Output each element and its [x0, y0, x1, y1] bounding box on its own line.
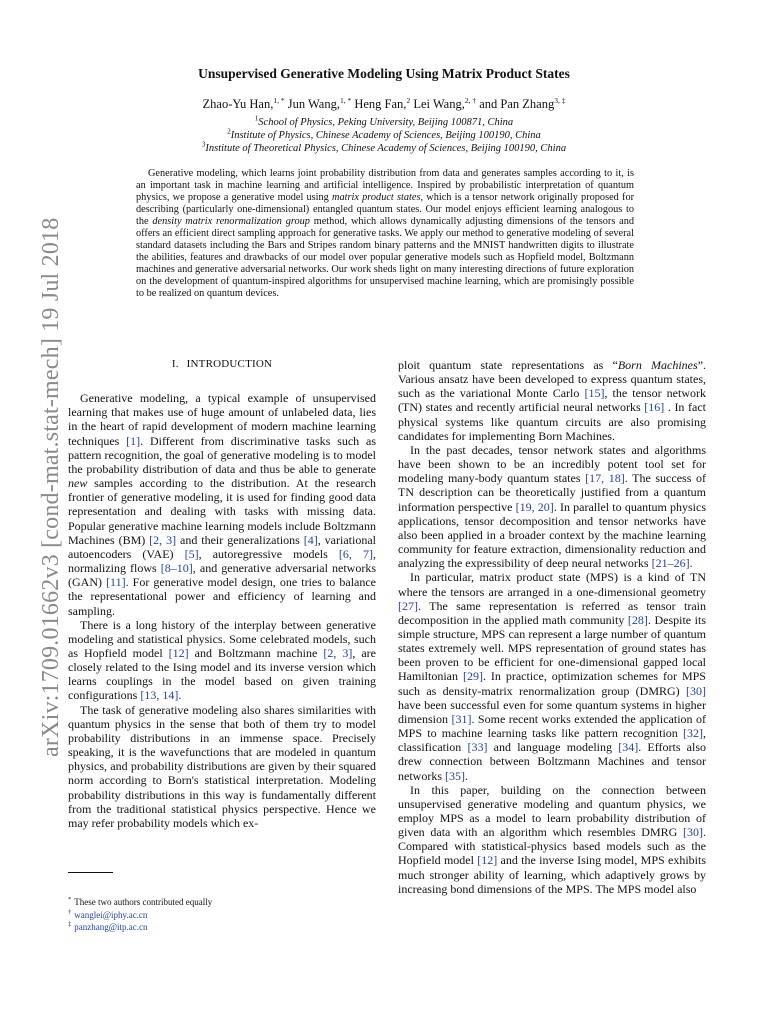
citation-link[interactable]: [29] [462, 669, 483, 684]
citation-link[interactable]: [33] [467, 740, 488, 755]
abstract [136, 168, 634, 301]
author-name: Jun Wang, [287, 97, 340, 111]
paragraph: Generative modeling, a typical example of unsupervised learning that makes use of huge amount of unlabeled data, lies in the heart of rapid development of modern machine learning techniques [1]. Different from discriminative tasks such as pattern recognition, the goal of generative modeling is to model the probability distribution of data and thus be able to generate new samples according to the distribution. At the research frontier of generative modeling, it is used for finding good data representation and dealing with tasks with missing data. Popular generative machine learning models include Boltzmann Machines (BM) [2, 3] and their generalizations [4], variational autoencoders (VAE) [5], autoregressive models [6, 7], normalizing flows [8–10], and generative adversarial networks (GAN) [11]. For generative model design, one tries to balance the representational power and efficiency of learning and sampling. [68, 391, 377, 618]
citation-link[interactable]: [30] [683, 825, 703, 840]
paragraph: The task of generative modeling also shares similarities with quantum physics in the sense that both of them try to model probability distributions in an immense space. Precisely speaking, it is the wavefunctions that are modeled in quantum physics, and probability distributions are given by their squared norm according to Born's statistical interpretation. Modeling probability distributions in this way is fundamentally different from the traditional statistical physics perspective. Hence we may refer probability models which ex- [68, 702, 376, 830]
author-mark: 1, * [339, 95, 352, 105]
email-link[interactable]: panzhang@itp.ac.cn [74, 922, 148, 932]
affiliations [0, 116, 768, 155]
author-name: Heng Fan, [354, 97, 407, 111]
arxiv-side-stamp: arXiv:1709.01662v3 [cond-mat.stat-mech] 19 Jul 2018 [38, 217, 64, 757]
citation-link[interactable]: [17, 18] [585, 471, 625, 486]
citation-link[interactable]: [8–10] [160, 561, 193, 576]
citation-link[interactable]: [28] [627, 612, 648, 627]
right-column [398, 358, 706, 896]
footnote-mark: † [68, 908, 72, 916]
author-mark: 1, * [273, 95, 285, 105]
footnote-divider [68, 872, 113, 873]
citation-link[interactable]: [1] [126, 433, 141, 448]
citation-link[interactable]: [27] [398, 598, 418, 613]
affiliation-text: Institute of Physics, Chinese Academy of Sciences, Beijing 100190, China [230, 130, 541, 141]
footnote [68, 921, 368, 934]
citation-link[interactable]: [12] [168, 645, 189, 660]
paragraph: In this paper, building on the connection between unsupervised generative modeling and quantum physics, we employ MPS as a model to learn probability distribution of given data with an algorithm which resembles DMRG [30]. Compared with statistical-physics based models such as the Hopfield model [12] and the inverse Ising model, MPS exhibits much stronger ability of learning, which adaptively grows by increasing bond dimensions of the MPS. The MPS model also [398, 782, 706, 896]
citation-link[interactable]: [34] [618, 740, 639, 755]
author-mark: 2, † [464, 95, 477, 105]
footnote-mark: * [68, 896, 72, 903]
paper-title: Unsupervised Generative Modeling Using Matrix Product States [198, 66, 570, 81]
affiliation-number: 2 [227, 127, 231, 136]
abstract-text: method, which allows dynamically adjusting dimensions of the tensors and offers an efficient direct sampling approach for generative tasks. We apply our method to generative modeling of several standard datasets including the Bars and Stripes random binary patterns and the MNIST handwritten digits to illustrate the abilities, features and drawbacks of our model over popular generative models such as Hopfield model, Boltzmann machines and generative adversarial networks. Our work sheds light on many interesting directions of future exploration on the development of quantum-inspired algorithms for unsupervised machine learning, which are promisingly possible to be realized on quantum devices. [136, 216, 634, 300]
footnotes [68, 896, 368, 934]
citation-link[interactable]: [30] [686, 683, 706, 698]
affiliation [0, 116, 768, 129]
citation-link[interactable]: [15] [584, 386, 605, 401]
paragraph: In particular, matrix product state (MPS) is a kind of TN where the tensors are arranged in a one-dimensional geometry [27]. The same representation is referred as tensor train decomposition in the applied math community [28]. Despite its simple structure, MPS can represent a large number of quantum states extremely well. MPS representation of ground states has been proven to be efficient for one-dimensional gapped local Hamiltonian [29]. In practice, optimization schemes for MPS such as density-matrix renormalization group (DMRG) [30] have been successful even for some quantum systems in higher dimension [31]. Some recent works extended the application of MPS to machine learning tasks like pattern recognition [32], classification [33] and language modeling [34]. Efforts also drew connection between Boltzmann Machines and tensor networks [35]. [398, 570, 707, 783]
affiliation-number: 3 [201, 140, 206, 149]
affiliation [0, 142, 768, 155]
citation-link[interactable]: [4] [303, 532, 318, 547]
author-name: Lei Wang, [413, 97, 465, 111]
citation-link[interactable]: [35] [445, 768, 465, 783]
author-name: Zhao-Yu Han, [202, 97, 274, 111]
section-title: INTRODUCTION [186, 358, 273, 370]
paragraph: In the past decades, tensor network states and algorithms have been shown to be an incredibly potent tool set for modeling many-body quantum states [17, 18]. The success of TN description can be theoretically justified from a quantum information perspective [19, 20]. In parallel to quantum physics applications, tensor decomposition and tensor networks have also been applied in a broader context by the machine learning community for feature extraction, dimensionality reduction and analyzing the expressibility of deep neural networks [21–26]. [398, 442, 706, 571]
citation-link[interactable]: [6, 7] [338, 546, 373, 561]
left-column [68, 357, 376, 830]
affiliation-text: Institute of Theoretical Physics, Chinese Academy of Sciences, Beijing 100190, China [205, 143, 567, 154]
abstract-text: Generative modeling, which learns joint probability distribution from data and generates samples according to it, is an important task in machine learning and artificial intelligence. Inspired by probabilistic interpretation of quantum physics, we propose a generative model using [136, 168, 634, 204]
author-list [0, 97, 768, 112]
citation-link[interactable]: [13, 14] [140, 688, 179, 703]
author-name: and Pan Zhang [479, 97, 555, 111]
affiliation [0, 129, 768, 142]
footnote [68, 909, 368, 922]
footnote-text: These two authors contributed equally [74, 897, 213, 907]
citation-link[interactable]: [19, 20] [515, 499, 554, 514]
paragraph: There is a long history of the interplay between generative modeling and statistical physics. Some celebrated models, such as Hopfield model [12] and Boltzmann machine [2, 3], are closely related to the Ising model and its inverse version which learns couplings in the model based on given training configurations [13, 14]. [68, 617, 376, 703]
affiliation-text: School of Physics, Peking University, Beijing 100871, China [258, 117, 514, 128]
footnote [68, 896, 368, 909]
citation-link[interactable]: [2, 3] [323, 645, 353, 660]
paragraph: ploit quantum state representations as “Born Machines”. Various ansatz have been developed to express quantum states, such as the variational Monte Carlo [15], the tensor network (TN) states and recently artificial neural networks [16] . In fact physical systems like quantum circuits are also promising candidates for implementing Born Machines. [398, 358, 707, 443]
citation-link[interactable]: [5] [184, 546, 199, 561]
author-mark: 2 [406, 95, 411, 105]
citation-link[interactable]: [21–26] [651, 556, 690, 571]
footnote-mark: ‡ [68, 921, 72, 928]
citation-link[interactable]: [2, 3] [149, 532, 177, 547]
citation-link[interactable]: [16] [644, 400, 665, 415]
affiliation-number: 1 [254, 114, 259, 123]
email-link[interactable]: wanglei@iphy.ac.cn [74, 909, 148, 920]
citation-link[interactable]: [11] [106, 575, 126, 590]
author-mark: 3, ‡ [554, 95, 566, 105]
citation-link[interactable]: [32] [683, 726, 703, 741]
abstract-emphasis: matrix product states [332, 192, 421, 204]
section-number: I. [171, 358, 179, 370]
citation-link[interactable]: [12] [477, 853, 498, 868]
abstract-text: , which is a tensor network originally proposed for describing (particularly one-dimensional) entangled quantum states. Our model enjoys efficient learning analogous to the [136, 192, 635, 228]
section-heading [68, 357, 376, 371]
citation-link[interactable]: [31] [451, 711, 472, 726]
abstract-emphasis: density matrix renormalization group [152, 216, 310, 228]
